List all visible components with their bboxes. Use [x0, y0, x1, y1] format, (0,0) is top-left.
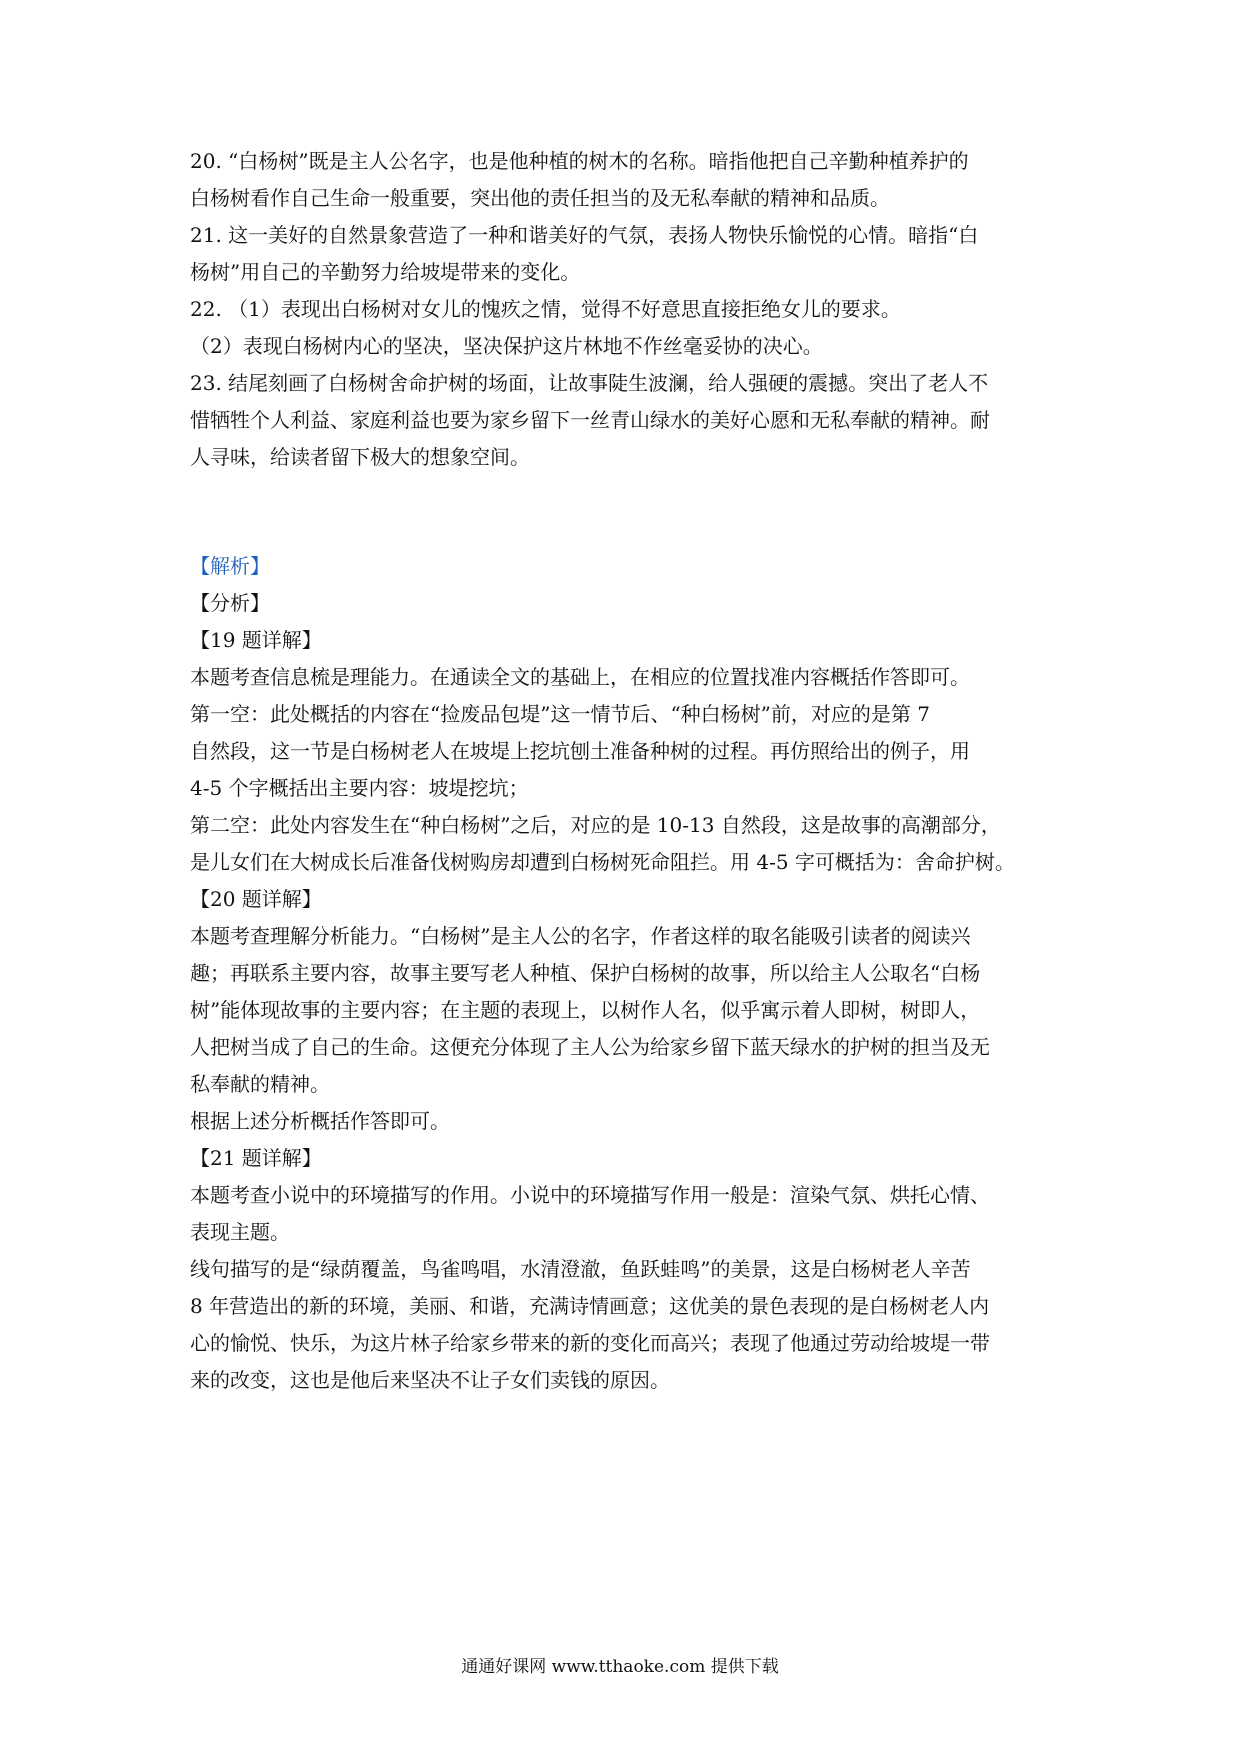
q21-detail	[190, 1140, 1070, 1399]
q21-line: 线句描写的是“绿荫覆盖，鸟雀鸣唱，水清澄澈，鱼跃蛙鸣”的美景，这是白杨树老人辛苦	[190, 1257, 971, 1281]
q20-heading: 【20 题详解】	[190, 887, 322, 911]
q21-line: 本题考查小说中的环境描写的作用。小说中的环境描写作用一般是：渲染气氛、烘托心情、	[190, 1183, 990, 1207]
q19-line: 4-5 个字概括出主要内容：坡堤挖坑；	[190, 776, 529, 800]
q19-line: 第一空：此处概括的内容在“捡废品包堤”这一情节后、“种白杨树”前，对应的是第 7	[190, 702, 930, 726]
q21-heading: 【21 题详解】	[190, 1146, 322, 1170]
answer-line: 23. 结尾刻画了白杨树舍命护树的场面，让故事陡生波澜，给人强硬的震撼。突出了老人不	[190, 371, 989, 395]
section-gap	[190, 476, 1070, 548]
answer-21	[190, 217, 1070, 291]
answer-22	[190, 291, 1070, 365]
q19-line: 是儿女们在大树成长后准备伐树购房却遭到白杨树死命阻拦。用 4-5 字可概括为：舍命护树。	[190, 850, 1015, 874]
q21-line: 心的愉悦、快乐，为这片林子给家乡带来的新的变化而高兴；表现了他通过劳动给坡堤一带	[190, 1331, 990, 1355]
answer-line: 21. 这一美好的自然景象营造了一种和谐美好的气氛，表扬人物快乐愉悦的心情。暗指“白	[190, 223, 979, 247]
q20-line: 本题考查理解分析能力。“白杨树”是主人公的名字，作者这样的取名能吸引读者的阅读兴	[190, 924, 971, 948]
answer-line: （2）表现白杨树内心的坚决，坚决保护这片林地不作丝毫妥协的决心。	[190, 334, 823, 358]
page-content	[190, 143, 1070, 1399]
q19-line: 第二空：此处内容发生在“种白杨树”之后，对应的是 10-13 自然段，这是故事的高潮部分，	[190, 813, 1001, 837]
q19-heading: 【19 题详解】	[190, 628, 322, 652]
answer-line: 22. （1）表现出白杨树对女儿的愧疚之情，觉得不好意思直接拒绝女儿的要求。	[190, 297, 901, 321]
analysis-fenxi-heading: 【分析】	[190, 591, 270, 615]
q20-line: 私奉献的精神。	[190, 1072, 330, 1096]
answer-line: 惜牺牲个人利益、家庭利益也要为家乡留下一丝青山绿水的美好心愿和无私奉献的精神。耐	[190, 408, 990, 432]
answer-line: 人寻味，给读者留下极大的想象空间。	[190, 445, 530, 469]
q19-detail	[190, 622, 1070, 881]
q21-line: 8 年营造出的新的环境，美丽、和谐，充满诗情画意；这优美的景色表现的是白杨树老人内	[190, 1294, 990, 1318]
answer-23	[190, 365, 1070, 476]
q20-detail	[190, 881, 1070, 1140]
q21-line: 来的改变，这也是他后来坚决不让子女们卖钱的原因。	[190, 1368, 670, 1392]
page-footer: 通通好课网 www.tthaoke.com 提供下载	[461, 1657, 779, 1677]
analysis-title: 【解析】	[190, 554, 270, 578]
q19-line: 自然段，这一节是白杨树老人在坡堤上挖坑刨土准备种树的过程。再仿照给出的例子，用	[190, 739, 970, 763]
q19-line: 本题考查信息梳是理能力。在通读全文的基础上，在相应的位置找准内容概括作答即可。	[190, 665, 970, 689]
answer-line: 白杨树看作自己生命一般重要，突出他的责任担当的及无私奉献的精神和品质。	[190, 186, 890, 210]
q20-line: 人把树当成了自己的生命。这便充分体现了主人公为给家乡留下蓝天绿水的护树的担当及无	[190, 1035, 990, 1059]
q20-line: 趣；再联系主要内容，故事主要写老人种植、保护白杨树的故事，所以给主人公取名“白杨	[190, 961, 981, 985]
q20-line: 根据上述分析概括作答即可。	[190, 1109, 450, 1133]
answer-line: 20. “白杨树”既是主人公名字，也是他种植的树木的名称。暗指他把自己辛勤种植养护的	[190, 149, 969, 173]
q21-line: 表现主题。	[190, 1220, 290, 1244]
answer-line: 杨树”用自己的辛勤努力给坡堤带来的变化。	[190, 260, 581, 284]
answer-20	[190, 143, 1070, 217]
q20-line: 树”能体现故事的主要内容；在主题的表现上，以树作人名，似乎寓示着人即树，树即人，	[190, 998, 981, 1022]
